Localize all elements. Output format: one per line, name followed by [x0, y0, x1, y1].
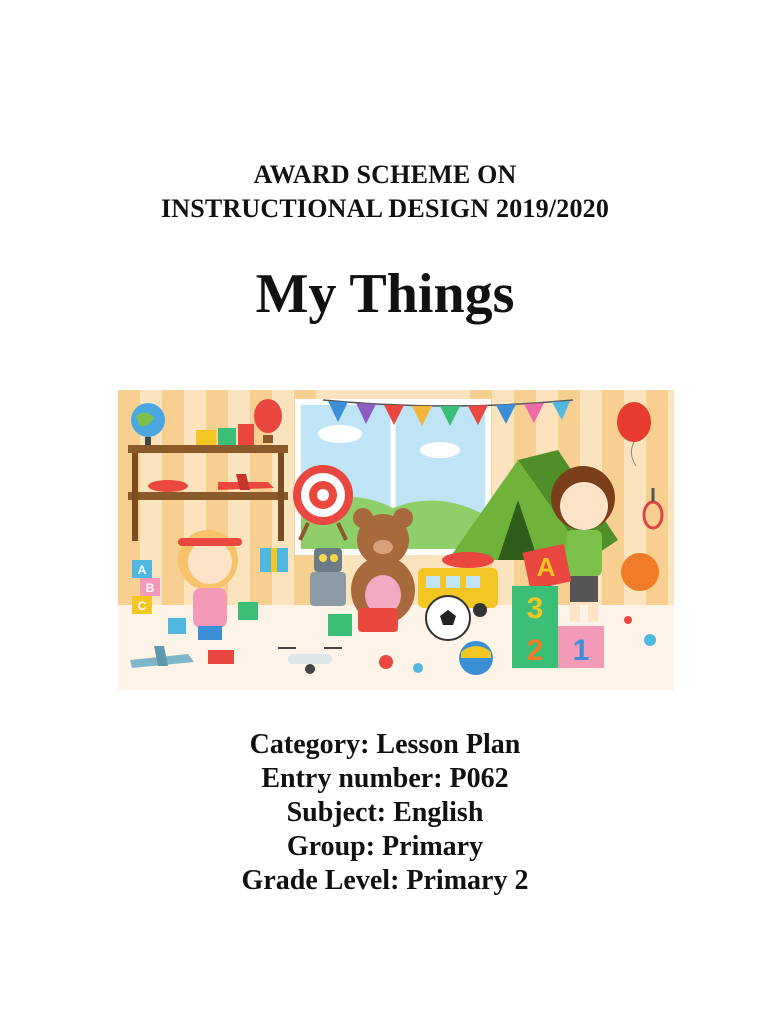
svg-text:B: B [145, 581, 155, 595]
entry-number-line: Entry number: P062 [261, 763, 509, 794]
robot-toy-icon [310, 548, 346, 606]
svg-text:A: A [137, 563, 147, 577]
basketball-icon [621, 553, 659, 591]
playroom-illustration [118, 390, 674, 690]
category-line: Category: Lesson Plan [249, 729, 521, 760]
teddy-bear-icon [351, 508, 415, 624]
gift-box-icon [260, 548, 288, 572]
award-header-line2: INSTRUCTIONAL DESIGN 2019/2020 [160, 194, 610, 223]
award-header-line1: AWARD SCHEME ON [253, 160, 517, 189]
subject-line: Subject: English [286, 797, 484, 828]
document-title: My Things [255, 263, 515, 325]
ufo-toy-icon [442, 552, 494, 568]
soccer-ball-icon [426, 596, 470, 640]
svg-text:A: A [536, 552, 556, 582]
svg-text:1: 1 [572, 634, 590, 667]
svg-text:C: C [137, 599, 147, 613]
svg-text:2: 2 [526, 634, 544, 667]
award-header [0, 158, 770, 226]
svg-text:3: 3 [526, 592, 544, 625]
grade-level-line: Grade Level: Primary 2 [241, 865, 529, 896]
beach-ball-icon [459, 641, 493, 675]
group-line: Group: Primary [286, 831, 484, 862]
ufo-toy-icon [148, 480, 188, 492]
entry-details [0, 728, 770, 898]
